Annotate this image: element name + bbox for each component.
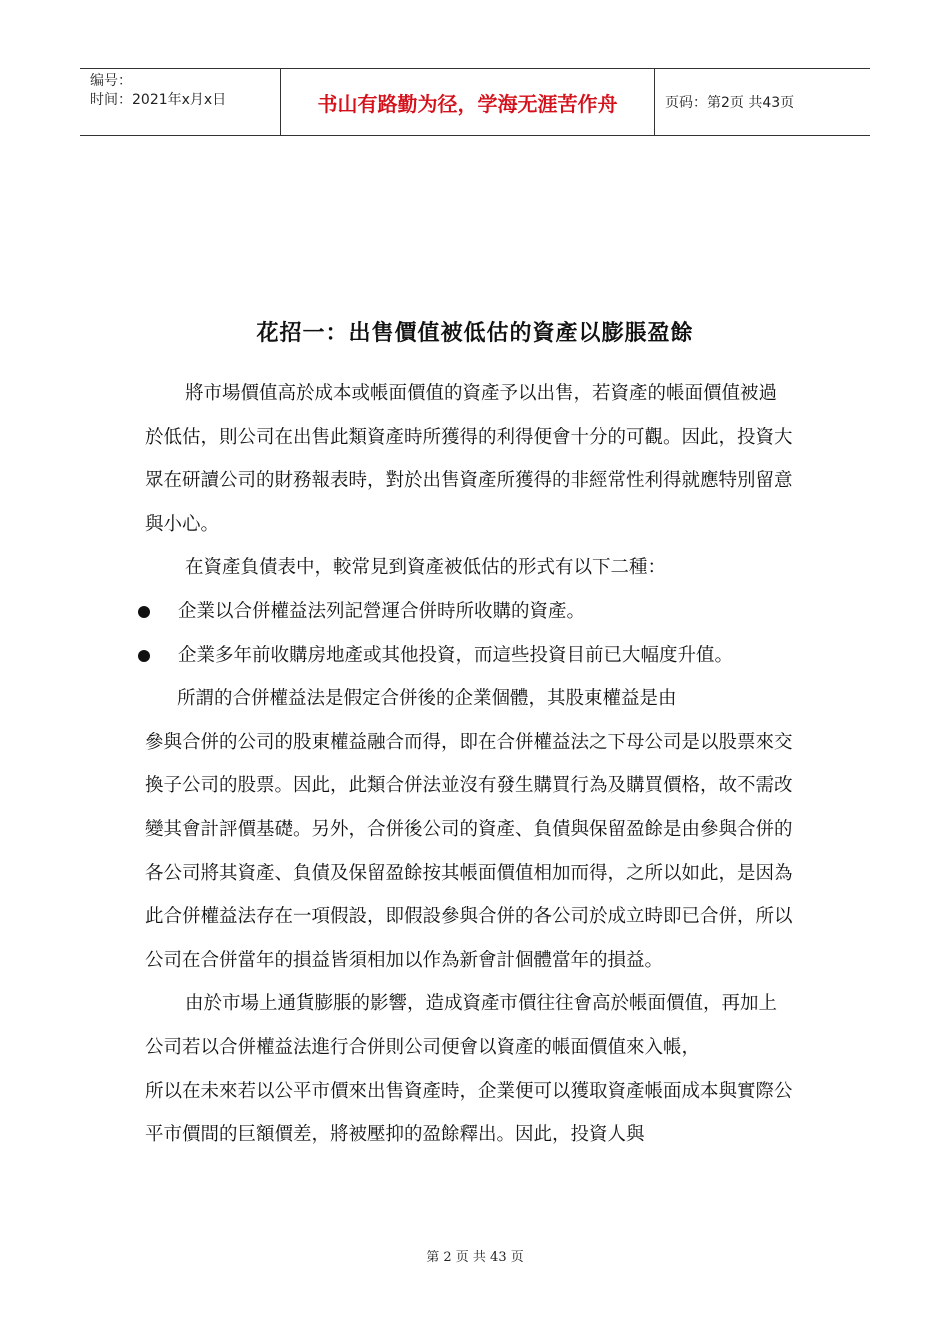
bullet-item-2 <box>140 634 790 678</box>
page-header <box>80 68 870 136</box>
page-footer: 第 2 页 共 43 页 <box>426 1250 524 1265</box>
header-left-cell <box>80 69 281 135</box>
bullet-item-1 <box>140 590 790 634</box>
header-page-info: 页码：第2页 共43页 <box>665 95 795 111</box>
bullet-item-2-text: 企業多年前收購房地產或其他投資，而這些投資目前已大幅度升值。 <box>178 644 734 666</box>
bullet-item-1-text: 企業以合併權益法列記營運合併時所收購的資產。 <box>178 600 586 622</box>
paragraph-5: 所以在未來若以公平市價來出售資產時，企業便可以獲取資產帳面成本與實際公平市價間的巨額價差，將被壓抑的盈餘釋出。因此，投資人與 <box>145 1080 793 1146</box>
paragraph-3-first-line: 所謂的合併權益法是假定合併後的企業個體，其股東權益是由 <box>177 688 677 710</box>
header-motto: 书山有路勤为径，学海无涯苦作舟 <box>281 69 655 135</box>
bullet-dot-icon <box>138 606 150 618</box>
paragraph-1: 將市場價值高於成本或帳面價值的資產予以出售，若資產的帳面價值被過於低估，則公司在出售此類資產時所獲得的利得便會十分的可觀。因此，投資大眾在研讀公司的財務報表時，對於出售資產所獲得的非經常性利得就應特別留意與小心。 <box>145 383 793 535</box>
time-label: 时间：2021年x月x日 <box>90 92 227 108</box>
document-title: 花招一：出售價值被低估的資產以膨脹盈餘 <box>256 320 694 346</box>
number-label: 编号： <box>90 73 132 89</box>
bullet-dot-icon <box>138 650 150 662</box>
paragraph-2: 在資產負債表中，較常見到資產被低估的形式有以下二種： <box>185 557 667 579</box>
paragraph-3-body: 參與合併的公司的股東權益融合而得，即在合併權益法之下母公司是以股票來交換子公司的股票。因此，此類合併法並沒有發生購買行為及購買價格，故不需改變其會計評價基礎。另外，合併後公司的資產、負債與保留盈餘是由參與合併的各公司將其資產、負債及保留盈餘按其帳面價值相加而得，之所以如此，是因為此合併權益法存在一項假設，即假設參與合併的各公司於成立時即已合併，所以公司在合併當年的損益皆須相加以作為新會計個體當年的損益。 <box>145 731 793 971</box>
paragraph-4: 由於市場上通貨膨脹的影響，造成資產市價往往會高於帳面價值，再加上公司若以合併權益法進行合併則公司便會以資產的帳面價值來入帳， <box>145 993 778 1058</box>
document-body <box>145 372 795 1157</box>
